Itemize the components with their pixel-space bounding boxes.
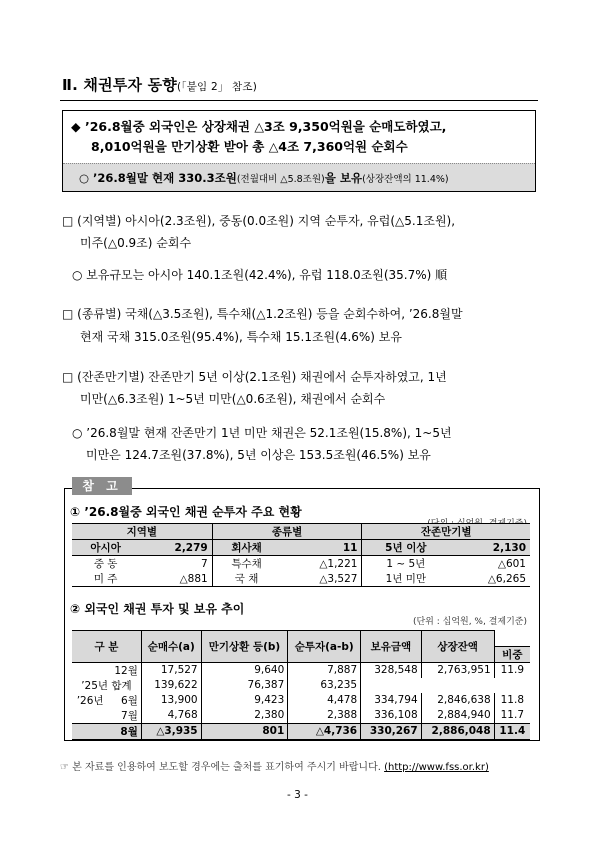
table-cell: 7월 <box>121 709 138 722</box>
table-cell: 336,108 <box>361 708 422 724</box>
type-paragraph-line-2: 현재 국채 315.0조원(95.4%), 특수채 15.1조원(4.6%) 보유 <box>80 330 402 344</box>
table-cell: 11.9 <box>494 662 530 678</box>
table-cell <box>494 678 530 693</box>
table-cell <box>72 662 108 678</box>
maturity-holding-line-1: ○ ’26.8월말 현재 잔존만기 1년 미만 채권은 52.1조원(15.8%), 1~5년 <box>72 426 452 440</box>
table-row <box>72 693 530 708</box>
maturity-paragraph-line-2: 미만(△6.3조원) 1~5년 미만(△0.6조원), 채권에서 순회수 <box>80 392 386 406</box>
table-cell: 11.7 <box>494 708 530 724</box>
table-cell: 11.4 <box>494 723 530 739</box>
table-cell: 9,640 <box>201 662 288 678</box>
table-row <box>72 708 530 724</box>
table-cell: △4,736 <box>288 723 361 739</box>
table-cell: 미 주 <box>72 571 139 587</box>
table1-title: ① ’26.8월중 외국인 채권 순투자 주요 현황 <box>70 505 302 519</box>
table-cell: △601 <box>497 557 526 570</box>
table-row <box>72 571 530 587</box>
maturity-paragraph-line-1: □ (잔존만기별) 잔존만기 5년 이상(2.1조원) 채권에서 순투자하였고, 1년 <box>62 370 447 384</box>
table-cell: 11 <box>280 540 362 556</box>
table2-title: ② 외국인 채권 투자 및 보유 추이 <box>70 602 245 616</box>
table-cell: 76,387 <box>201 678 288 693</box>
maturity-holding-line-2: 미만은 124.7조원(37.8%), 5년 이상은 153.5조원(46.5%) 보유 <box>86 448 431 462</box>
section-title-sub: (「붙임 2」 참조) <box>176 81 258 93</box>
citation-note-text: 본 자료를 인용하여 보도할 경우에는 출처를 표기하여 주시기 바랍니다. <box>72 762 381 773</box>
page-number: - 3 - <box>287 789 308 801</box>
table-cell: 2,884,940 <box>421 708 494 724</box>
table-cell: △1,221 <box>319 557 358 570</box>
table-cell <box>361 678 422 693</box>
table-cell: 801 <box>201 723 288 739</box>
table-cell: 11.8 <box>494 693 530 708</box>
table2-header: 순매수(a) <box>141 631 201 663</box>
table-cell: 1 ~ 5년 <box>362 556 449 572</box>
region-paragraph-line-1: □ (지역별) 아시아(2.3조원), 중동(0.0조원) 지역 순투자, 유럽(△5.1조원), <box>62 214 456 228</box>
table1-header: 지역별 <box>72 524 212 540</box>
table-cell: ’25년 합계 <box>81 679 132 692</box>
table-cell: 2,846,638 <box>421 693 494 708</box>
table-cell: △6,265 <box>449 571 530 587</box>
table-row <box>72 556 530 572</box>
table-row <box>72 723 530 739</box>
citation-note <box>60 758 489 773</box>
section-divider <box>60 100 538 101</box>
table1-header: 잔존만기별 <box>362 524 530 540</box>
table2-header: 보유금액 <box>361 631 422 663</box>
table-cell: 7 <box>201 557 208 570</box>
table-cell <box>421 678 494 693</box>
table-cell: 2,380 <box>201 708 288 724</box>
table-cell: 17,527 <box>141 662 201 678</box>
pointing-hand-icon: ☞ <box>60 762 69 773</box>
table2-header-spacer <box>494 631 530 647</box>
table-cell: 국 채 <box>212 571 280 587</box>
section-title-text: Ⅱ. 채권투자 동향 <box>62 76 177 94</box>
reference-tag: 참 고 <box>72 477 132 495</box>
fss-website-link[interactable]: (http://www.fss.or.kr) <box>384 762 489 773</box>
table2-header: 순투자(a-b) <box>288 631 361 663</box>
summary-holding-band <box>63 163 535 191</box>
table-cell: 330,267 <box>361 723 422 739</box>
table-cell: 2,279 <box>139 540 212 556</box>
type-paragraph-line-1: □ (종류별) 국채(△3.5조원), 특수채(△1.2조원) 등을 순회수하여, ’26.8월말 <box>62 307 463 321</box>
table2-header: 만기상환 등(b) <box>201 631 288 663</box>
table2-header: 상장잔액 <box>421 631 494 663</box>
table-cell: 2,130 <box>449 540 530 556</box>
region-paragraph-line-2: 미주(△0.9조) 순회수 <box>80 236 192 250</box>
table-cell: 회사채 <box>212 540 280 556</box>
table-cell: 328,548 <box>361 662 422 678</box>
table-cell <box>72 723 108 739</box>
table-cell: 중 동 <box>93 558 118 570</box>
summary-line-2: 8,010억원을 만기상환 받아 총 △4조 7,360억원 순회수 <box>91 139 408 154</box>
region-holding-line: ○ 보유규모는 아시아 140.1조원(42.4%), 유럽 118.0조원(35.7%) 順 <box>72 268 448 282</box>
table-cell <box>72 708 108 724</box>
table-cell: △881 <box>139 571 212 587</box>
table-cell: 2,763,951 <box>421 662 494 678</box>
table-cell: 아시아 <box>72 540 139 556</box>
summary-line-1: ◆ ’26.8월중 외국인은 상장채권 △3조 9,350억원을 순매도하였고, <box>71 119 447 134</box>
table1-header: 종류별 <box>212 524 362 540</box>
table-cell: △3,935 <box>141 723 201 739</box>
table2-unit: (단위 : 십억원, %, 결제기준) <box>412 617 527 627</box>
table-cell: 63,235 <box>288 678 361 693</box>
table-cell: 2,886,048 <box>421 723 494 739</box>
holding-trend-table <box>72 630 530 740</box>
table-cell: 9,423 <box>201 693 288 708</box>
table-cell: 8월 <box>108 723 141 739</box>
table-row <box>72 662 530 678</box>
table-row <box>72 540 530 556</box>
table2-header: 구 분 <box>72 631 141 663</box>
table-cell: 2,388 <box>288 708 361 724</box>
summary-line-3: ○ ’26.8월말 현재 330.3조원(전월대비 △5.8조원)을 보유(상장잔액의 11.4%) <box>79 171 449 185</box>
table-cell: △3,527 <box>280 571 362 587</box>
table-cell: 4,768 <box>141 708 201 724</box>
table-row <box>72 678 530 693</box>
table-cell: 5년 이상 <box>362 540 449 556</box>
table-cell: ’26년 <box>76 694 104 707</box>
table-cell: 13,900 <box>141 693 201 708</box>
table-cell: 139,622 <box>141 678 201 693</box>
summary-box <box>62 110 536 192</box>
table2-header: 비중 <box>494 646 530 662</box>
table-cell: 334,794 <box>361 693 422 708</box>
section-title <box>62 74 257 95</box>
table-cell: 1년 미만 <box>362 571 449 587</box>
net-investment-table <box>72 523 530 587</box>
table-cell: 6월 <box>121 694 138 707</box>
table-cell: 7,887 <box>288 662 361 678</box>
table-cell: 특수채 <box>212 556 280 572</box>
table-cell: 12월 <box>114 664 138 677</box>
table-cell: 4,478 <box>288 693 361 708</box>
